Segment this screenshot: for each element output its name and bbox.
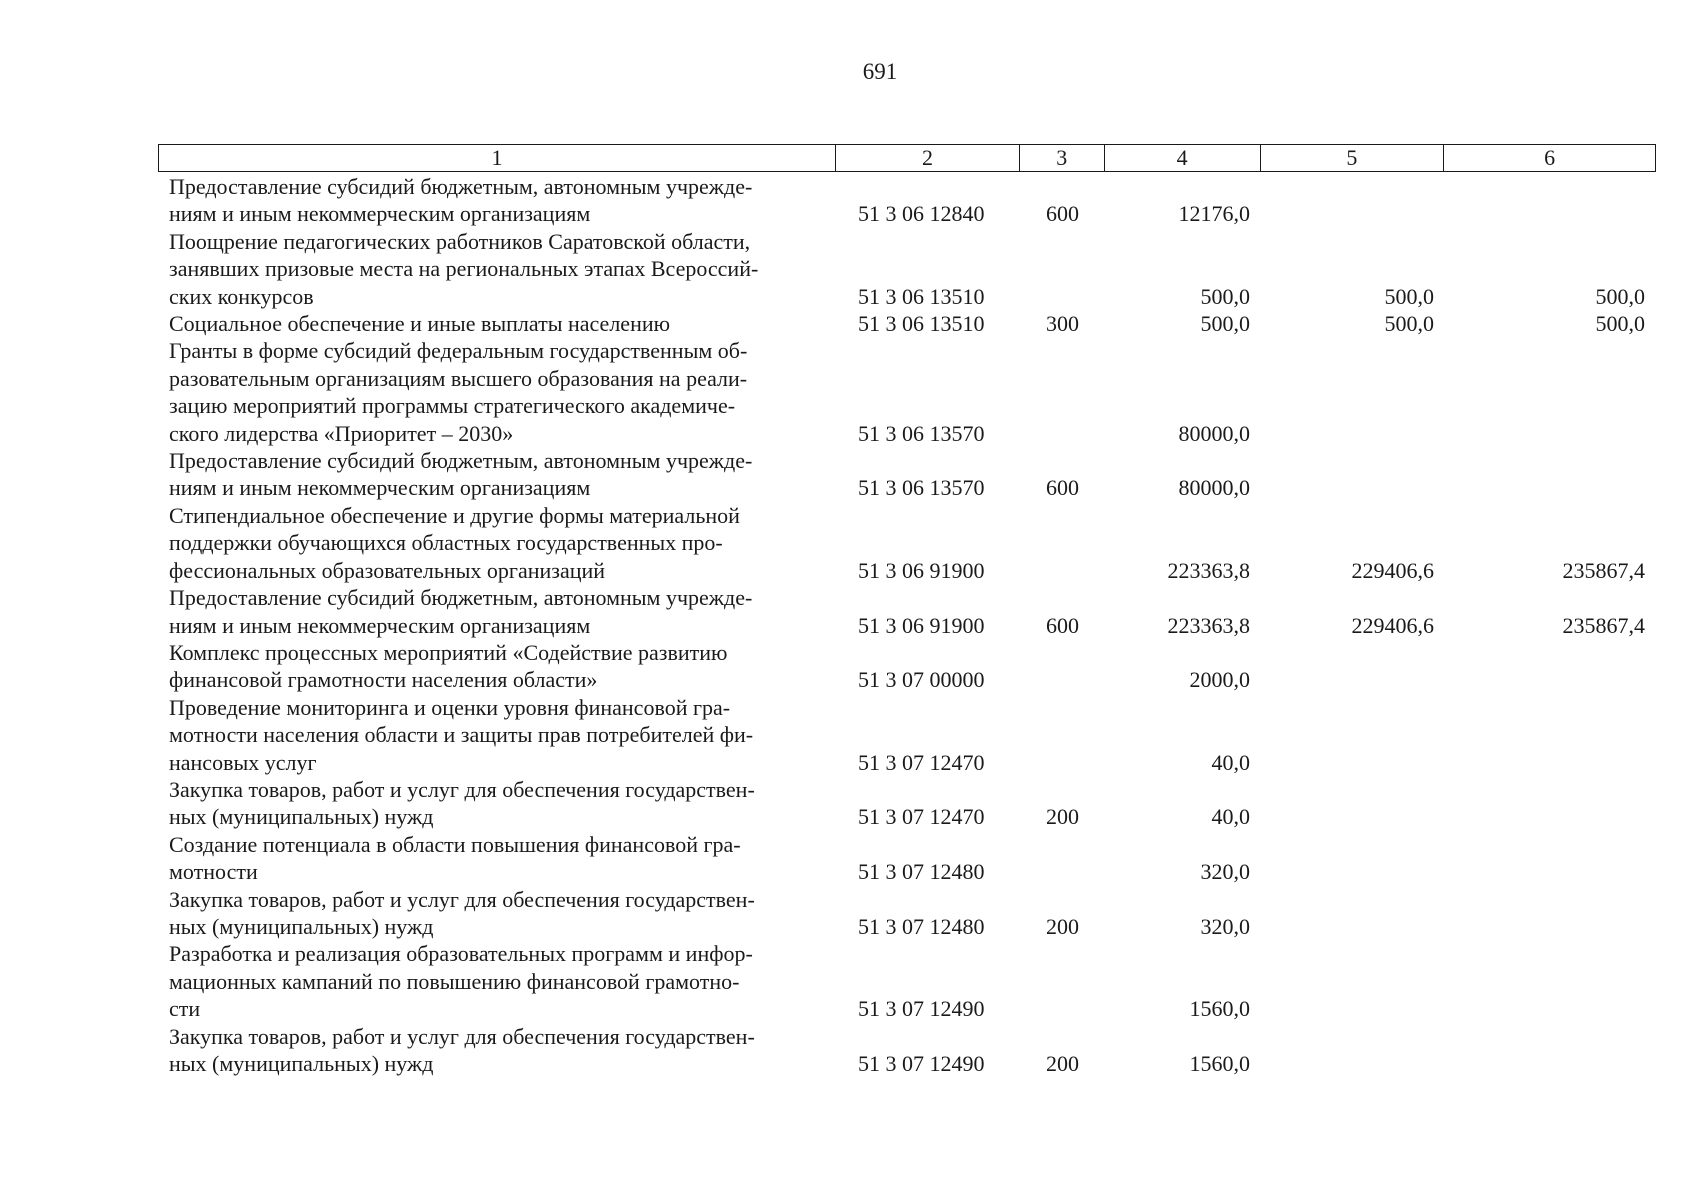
header-col-4: 4 (1105, 145, 1261, 171)
row-code: 51 3 07 12480 (858, 913, 985, 939)
description-line: сти (169, 996, 201, 1022)
row-description (158, 886, 836, 941)
row-code: 51 3 07 00000 (858, 667, 985, 693)
row-code: 51 3 07 12470 (858, 749, 985, 775)
row-value-col5: 500,0 (1384, 283, 1434, 309)
header-col-5: 5 (1261, 145, 1445, 171)
row-description (158, 694, 836, 776)
table-row (158, 310, 1656, 337)
row-value-col4: 223363,8 (1167, 612, 1250, 638)
description-line: Создание потенциала в области повышения финансовой гра- (169, 831, 741, 857)
row-code: 51 3 06 91900 (858, 612, 985, 638)
row-description (158, 831, 836, 886)
row-description (158, 310, 836, 337)
table-row (158, 447, 1656, 502)
row-code: 51 3 06 13570 (858, 420, 985, 446)
description-line: фессиональных образовательных организаций (169, 557, 606, 583)
row-value-col4: 1560,0 (1189, 996, 1250, 1022)
description-line: поддержки обучающихся областных государственных про- (169, 530, 723, 556)
description-line: Предоставление субсидий бюджетным, автономным учрежде- (169, 585, 753, 611)
description-line: мотности (169, 859, 258, 885)
row-code: 51 3 06 91900 (858, 557, 985, 583)
row-description (158, 173, 836, 228)
description-line: Поощрение педагогических работников Саратовской области, (169, 228, 751, 254)
table-row (158, 584, 1656, 639)
row-value-col4: 1560,0 (1189, 1051, 1250, 1076)
row-value-col4: 40,0 (1211, 749, 1250, 775)
row-value-col4: 500,0 (1200, 311, 1250, 337)
row-description (158, 940, 836, 1022)
row-value-col4: 500,0 (1200, 283, 1250, 309)
description-line: Закупка товаров, работ и услуг для обеспечения государствен- (169, 1023, 755, 1049)
description-line: мотности населения области и защиты прав потребителей фи- (169, 722, 754, 748)
description-line: Закупка товаров, работ и услуг для обеспечения государствен- (169, 776, 755, 802)
row-value-col4: 12176,0 (1178, 201, 1250, 227)
description-line: Социальное обеспечение и иные выплаты населению (169, 311, 671, 337)
row-expense-type: 600 (1046, 475, 1079, 501)
header-col-6: 6 (1544, 145, 1556, 170)
description-line: ных (муниципальных) нужд (169, 804, 434, 830)
row-value-col4: 40,0 (1211, 804, 1250, 830)
table-row (158, 886, 1656, 941)
description-line: Предоставление субсидий бюджетным, автономным учрежде- (169, 174, 753, 199)
table-row (158, 694, 1656, 776)
row-value-col6: 235867,4 (1562, 557, 1645, 583)
row-value-col4: 80000,0 (1178, 420, 1250, 446)
table-row (158, 173, 1656, 228)
table-row (158, 831, 1656, 886)
description-line: Предоставление субсидий бюджетным, автономным учрежде- (169, 448, 753, 474)
row-code: 51 3 07 12480 (858, 859, 985, 885)
header-col-1: 1 (159, 145, 836, 171)
row-code: 51 3 07 12470 (858, 804, 985, 830)
row-description (158, 502, 836, 584)
row-code: 51 3 06 13570 (858, 475, 985, 501)
row-value-col4: 223363,8 (1167, 557, 1250, 583)
row-value-col4: 80000,0 (1178, 475, 1250, 501)
description-line: ских конкурсов (169, 283, 314, 309)
row-code: 51 3 06 13510 (858, 283, 985, 309)
table-row (158, 776, 1656, 831)
row-value-col4: 2000,0 (1189, 667, 1250, 693)
description-line: мационных кампаний по повышению финансовой грамотно- (169, 968, 740, 994)
row-expense-type: 200 (1046, 1051, 1079, 1076)
description-line: Гранты в форме субсидий федеральным государственным об- (169, 338, 748, 364)
table-row (158, 639, 1656, 694)
row-value-col5: 500,0 (1384, 311, 1434, 337)
row-code: 51 3 07 12490 (858, 1051, 985, 1076)
table-row (158, 228, 1656, 310)
description-line: Разработка и реализация образовательных программ и инфор- (169, 941, 753, 967)
page-number: 691 (862, 59, 898, 84)
header-col-2: 2 (836, 145, 1020, 171)
row-value-col5: 229406,6 (1351, 612, 1434, 638)
row-value-col4: 320,0 (1200, 913, 1250, 939)
row-code: 51 3 06 12840 (858, 201, 985, 227)
description-line: ского лидерства «Приоритет – 2030» (169, 420, 514, 446)
description-line: ниям и иным некоммерческим организациям (169, 475, 591, 501)
row-code: 51 3 06 13510 (858, 311, 985, 337)
row-value-col6: 500,0 (1595, 311, 1645, 337)
description-line: нансовых услуг (169, 749, 317, 775)
row-description (158, 228, 836, 310)
row-description (158, 776, 836, 831)
table-header (158, 144, 1656, 172)
description-line: ниям и иным некоммерческим организациям (169, 201, 591, 227)
table-row (158, 940, 1656, 1022)
description-line: разовательным организациям высшего образования на реали- (169, 365, 748, 391)
row-expense-type: 600 (1046, 612, 1079, 638)
table-body (158, 173, 1656, 1077)
row-description (158, 639, 836, 694)
description-line: Стипендиальное обеспечение и другие формы материальной (169, 502, 740, 528)
description-line: Проведение мониторинга и оценки уровня финансовой гра- (169, 694, 731, 720)
row-expense-type: 200 (1046, 913, 1079, 939)
description-line: занявших призовые места на региональных этапах Всероссий- (169, 256, 759, 282)
row-value-col4: 320,0 (1200, 859, 1250, 885)
row-expense-type: 200 (1046, 804, 1079, 830)
description-line: ниям и иным некоммерческим организациям (169, 612, 591, 638)
header-col-3: 3 (1020, 145, 1105, 171)
row-description (158, 447, 836, 502)
table-row (158, 337, 1656, 447)
row-value-col5: 229406,6 (1351, 557, 1434, 583)
description-line: зацию мероприятий программы стратегического академиче- (169, 393, 736, 419)
row-expense-type: 300 (1046, 311, 1079, 337)
row-description (158, 584, 836, 639)
row-expense-type: 600 (1046, 201, 1079, 227)
row-description (158, 1023, 836, 1078)
description-line: ных (муниципальных) нужд (169, 1051, 434, 1076)
table-row (158, 1023, 1656, 1078)
row-description (158, 337, 836, 447)
row-value-col6: 235867,4 (1562, 612, 1645, 638)
table-row (158, 502, 1656, 584)
description-line: Комплекс процессных мероприятий «Содействие развитию (169, 639, 728, 665)
description-line: ных (муниципальных) нужд (169, 913, 434, 939)
description-line: Закупка товаров, работ и услуг для обеспечения государствен- (169, 886, 755, 912)
row-value-col6: 500,0 (1595, 283, 1645, 309)
row-code: 51 3 07 12490 (858, 996, 985, 1022)
description-line: финансовой грамотности населения области» (169, 667, 598, 693)
